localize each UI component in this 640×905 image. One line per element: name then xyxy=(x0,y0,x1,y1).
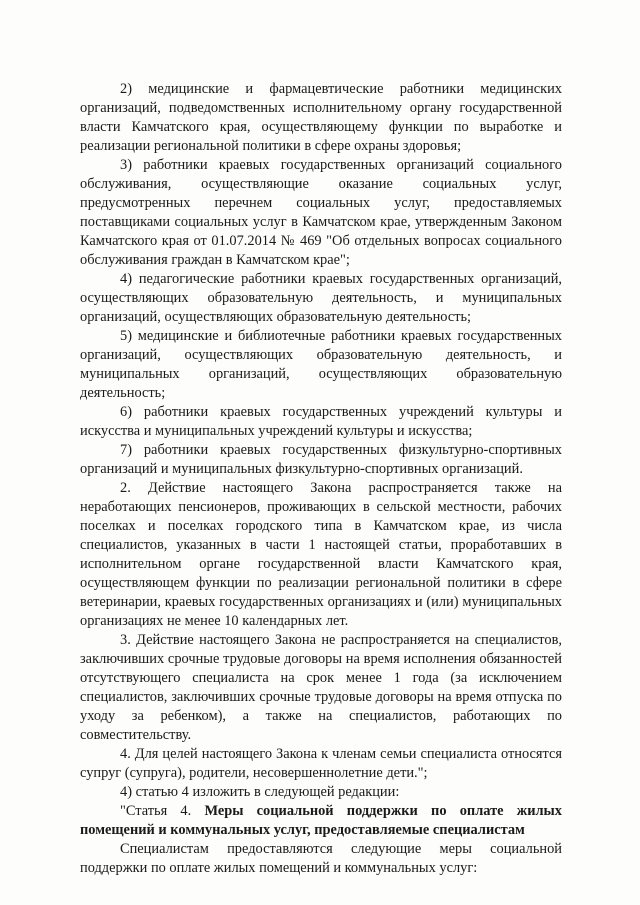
paragraph-item-4-teachers: 4) педагогические работники краевых государственных организаций, осуществляющих образовательную деятельность, и муниципальных организаций, осуществляющих образовательную деятельность; xyxy=(80,271,562,325)
paragraph-part-3-exclusions: 3. Действие настоящего Закона не распространяется на специалистов, заключивших срочные трудовые договоры на время исполнения обязанностей отсутствующего специалиста на срок менее 1 года (за исключением специалистов, заключивших срочные трудовые договоры на время отпуска по уходу за ребенком), а также на специалистов, работающих по совместительству. xyxy=(80,632,562,743)
paragraph-item-5-librarians: 5) медицинские и библиотечные работники краевых государственных организаций, осуществляющих образовательную деятельность, и муниципальных организаций, осуществляющих образовательную деятельность; xyxy=(80,328,562,401)
article-4-heading-prefix: "Статья 4. xyxy=(120,803,205,819)
paragraph-part-2-pensioners: 2. Действие настоящего Закона распространяется также на неработающих пенсионеров, проживающих в сельской местности, рабочих поселках и поселках городского типа в Камчатском крае, из числа специалистов, указанных в части 1 настоящей статьи, проработавших в исполнительном органе государственной власти Камчатского края, осуществляющем функции по реализации региональной политики в сфере ветеринарии, краевых государственных организациях и (или) муниципальных организациях не менее 10 календарных лет. xyxy=(80,480,562,629)
document-body xyxy=(80,80,562,878)
paragraph-item-3-social: 3) работники краевых государственных организаций социального обслуживания, осуществляющие оказание социальных услуг, предусмотренных перечнем социальных услуг, предоставляемых поставщиками социальных услуг в Камчатском крае, утвержденным Законом Камчатского края от 01.07.2014 № 469 "Об отдельных вопросах социального обслуживания граждан в Камчатском крае"; xyxy=(80,157,562,268)
paragraph-article-4-intro: Специалистам предоставляются следующие меры социальной поддержки по оплате жилых помещений и коммунальных услуг: xyxy=(80,841,562,876)
paragraph-part-4-family: 4. Для целей настоящего Закона к членам семьи специалиста относятся супруг (супруга), родители, несовершеннолетние дети."; xyxy=(80,746,562,781)
article-4-heading xyxy=(80,802,562,840)
paragraph-item-7-sports: 7) работники краевых государственных физкультурно-спортивных организаций и муниципальных физкультурно-спортивных организаций. xyxy=(80,442,562,477)
paragraph-item-6-culture: 6) работники краевых государственных учреждений культуры и искусства и муниципальных учреждений культуры и искусства; xyxy=(80,404,562,439)
paragraph-amendment-article-4: 4) статью 4 изложить в следующей редакции: xyxy=(120,784,400,800)
paragraph-item-2-medical: 2) медицинские и фармацевтические работники медицинских организаций, подведомственных исполнительному органу государственной власти Камчатского края, осуществляющему функции по выработке и реализации региональной политики в сфере охраны здоровья; xyxy=(80,81,562,154)
article-4-heading-title: Меры социальной поддержки по оплате жилых помещений и коммунальных услуг, предоставляемые специалистам xyxy=(80,803,562,838)
